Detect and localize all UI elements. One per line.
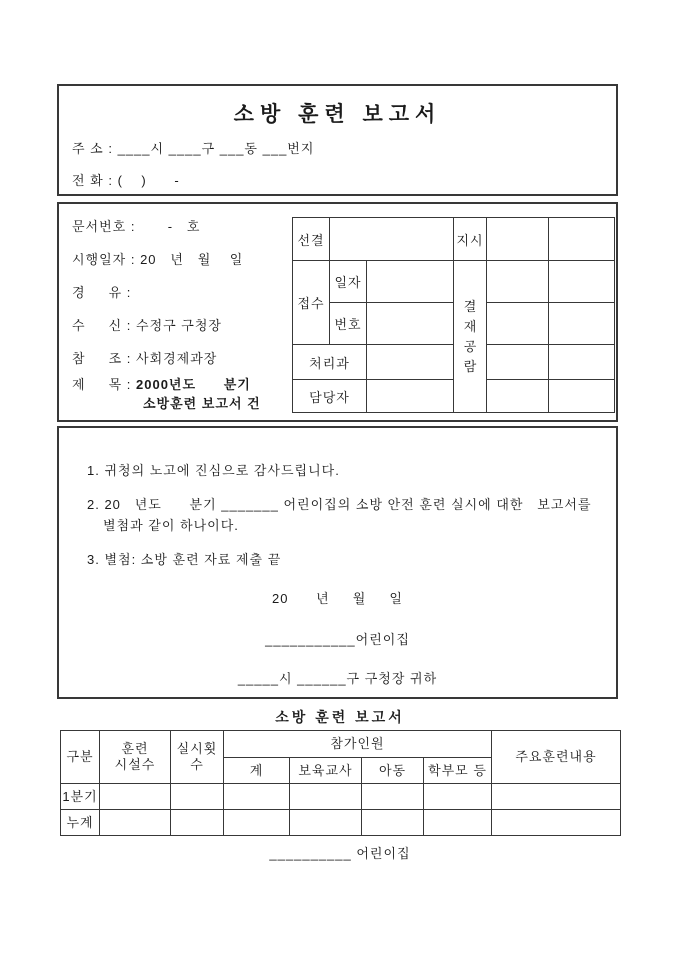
receipt-number-value-cell bbox=[367, 303, 454, 345]
cell-cum-facility bbox=[100, 810, 171, 836]
approval-value-cell bbox=[549, 345, 615, 380]
cell-q1-teachers bbox=[290, 784, 362, 810]
form-header-box bbox=[57, 84, 618, 196]
cell-cum-total bbox=[224, 810, 290, 836]
address-line: 주 소 : ____시 ____구 ___동 ___번지 bbox=[72, 141, 315, 156]
body-box bbox=[57, 426, 618, 699]
report-table bbox=[60, 730, 621, 836]
body-item-2-line2: 별첨과 같이 하나이다. bbox=[103, 518, 239, 533]
handling-dept-value-cell bbox=[367, 345, 454, 380]
receipt-number-cell: 번호 bbox=[330, 303, 367, 345]
cell-cum-content bbox=[492, 810, 621, 836]
row-label-q1: 1분기 bbox=[61, 784, 100, 810]
subject-value-1: 2000년도 분기 bbox=[136, 377, 251, 392]
subject-label: 제 목 : bbox=[72, 377, 137, 392]
receipt-cell: 접수 bbox=[293, 261, 330, 345]
cell-cum-children bbox=[362, 810, 424, 836]
cell-q1-total bbox=[224, 784, 290, 810]
person-in-charge-value-cell bbox=[367, 380, 454, 413]
facility-count-line2: 시설수 bbox=[114, 757, 156, 772]
phone-line: 전 화 : ( ) - bbox=[72, 173, 180, 188]
directive-cell: 지시 bbox=[454, 218, 487, 261]
org-signature-line: ___________어린이집 bbox=[265, 632, 410, 647]
recipient-info-line: 수 신 : 수정구 구청장 bbox=[72, 318, 222, 333]
via-line: 경 유 : bbox=[72, 285, 132, 300]
doc-info-box bbox=[57, 202, 618, 422]
approval-value-cell bbox=[549, 261, 615, 303]
approval-value-cell bbox=[487, 303, 549, 345]
col-header-category: 구분 bbox=[61, 731, 100, 784]
person-in-charge-cell: 담당자 bbox=[293, 380, 367, 413]
recipient-line: _____시 ______구 구청장 귀하 bbox=[237, 671, 438, 686]
approval-value-cell bbox=[549, 380, 615, 413]
col-header-teachers: 보육교사 bbox=[290, 758, 362, 784]
cell-q1-parents bbox=[424, 784, 492, 810]
approval-value-cell bbox=[487, 218, 549, 261]
body-item-3: 3. 별첨: 소방 훈련 자료 제출 끝 bbox=[87, 552, 282, 567]
cell-cum-sessions bbox=[171, 810, 224, 836]
table-row bbox=[61, 810, 621, 836]
approval-circulation-label: 결재공람 bbox=[463, 298, 477, 374]
approval-value-cell bbox=[549, 218, 615, 261]
pre-approval-cell: 선결 bbox=[293, 218, 330, 261]
col-header-session-count: 실시횟수 bbox=[171, 731, 224, 784]
approval-value-cell bbox=[487, 380, 549, 413]
cell-q1-sessions bbox=[171, 784, 224, 810]
report-org-line: __________ 어린이집 bbox=[269, 846, 411, 861]
receipt-date-cell: 일자 bbox=[330, 261, 367, 303]
cell-q1-children bbox=[362, 784, 424, 810]
subject-value-2: 소방훈련 보고서 건 bbox=[143, 396, 261, 411]
cell-cum-teachers bbox=[290, 810, 362, 836]
col-header-participants-group: 참가인원 bbox=[224, 731, 492, 758]
closing-date-line: 20 년 월 일 bbox=[272, 591, 403, 606]
cell-q1-facility bbox=[100, 784, 171, 810]
col-header-facility-count bbox=[100, 731, 171, 784]
approval-value-cell bbox=[487, 261, 549, 303]
doc-info-lines bbox=[72, 210, 261, 413]
facility-count-line1: 훈련 bbox=[121, 741, 149, 756]
approval-table bbox=[292, 217, 615, 413]
approval-circulation-cell bbox=[454, 261, 487, 413]
table-row bbox=[61, 784, 621, 810]
receipt-date-value-cell bbox=[367, 261, 454, 303]
body-item-2-line1: 2. 20 년도 분기 _______ 어린이집의 소방 안전 훈련 실시에 대한 보고서를 bbox=[87, 497, 592, 512]
issue-date-line: 시행일자 : 20 년 월 일 bbox=[72, 252, 244, 267]
row-label-cumulative: 누계 bbox=[61, 810, 100, 836]
approval-value-cell bbox=[549, 303, 615, 345]
body-item-1: 1. 귀청의 노고에 진심으로 감사드립니다. bbox=[87, 463, 340, 478]
col-header-total: 계 bbox=[224, 758, 290, 784]
cell-cum-parents bbox=[424, 810, 492, 836]
col-header-main-content: 주요훈련내용 bbox=[492, 731, 621, 784]
subject-line bbox=[72, 375, 261, 395]
doc-number-line: 문서번호 : - 호 bbox=[72, 219, 201, 234]
handling-dept-cell: 처리과 bbox=[293, 345, 367, 380]
col-header-children: 아동 bbox=[362, 758, 424, 784]
report-table-title: 소방 훈련 보고서 bbox=[275, 709, 405, 725]
cell-q1-content bbox=[492, 784, 621, 810]
form-title: 소방 훈련 보고서 bbox=[233, 103, 442, 126]
approval-value-cell bbox=[487, 345, 549, 380]
col-header-parents: 학부모 등 bbox=[424, 758, 492, 784]
reference-line: 참 조 : 사회경제과장 bbox=[72, 351, 218, 366]
pre-approval-value-cell bbox=[330, 218, 454, 261]
